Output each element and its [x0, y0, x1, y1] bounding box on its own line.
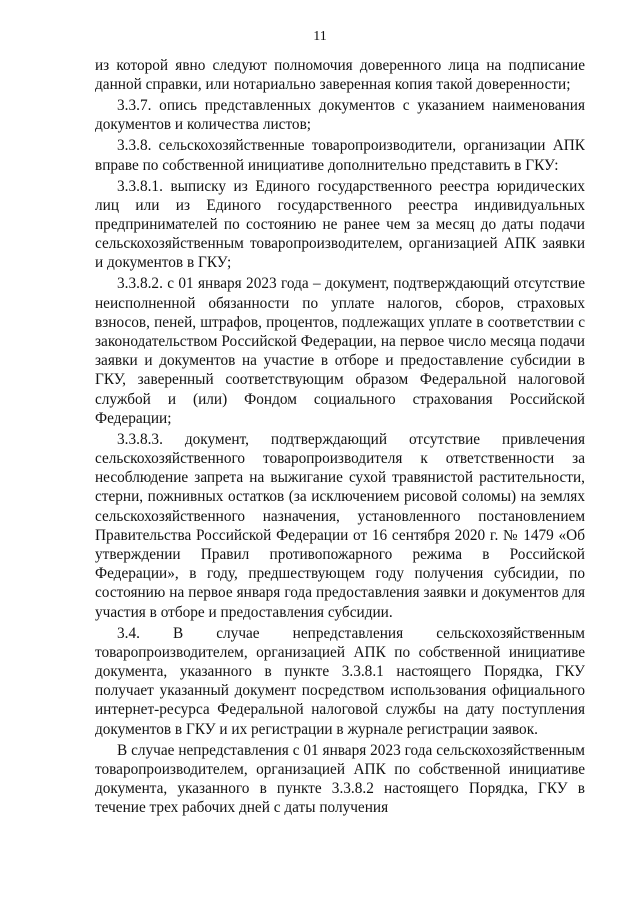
paragraph-3-3-8-3: 3.3.8.3. документ, подтверждающий отсутствие привлечения сельскохозяйственного товаропроизводителя к ответственности за несоблюдение запрета на выжигание сухой травянистой растительности, стерни, пожнивных остатков (за исключением рисовой соломы) на землях сельскохозяйственного назначения, установленного постановлением Правительства Российской Федерации от 16 сентября 2020 г. № 1479 «Об утверждении Правил противопожарного режима в Российской Федерации», в году, предшествующем году получения субсидии, по состоянию на первое января года предоставления заявки и документов для участия в отборе и предоставления субсидии. [95, 430, 585, 621]
paragraph-3-3-8-1: 3.3.8.1. выписку из Единого государственного реестра юридических лиц или из Единого государственного реестра индивидуальных предпринимателей по состоянию не ранее чем за месяц до даты подачи сельскохозяйственным товаропроизводителем, организацией АПК заявки и документов в ГКУ; [95, 177, 585, 272]
document-body [95, 56, 585, 818]
paragraph-3-3-8: 3.3.8. сельскохозяйственные товаропроизводители, организации АПК вправе по собственной инициативе дополнительно представить в ГКУ: [95, 137, 585, 174]
paragraph-3-4-second: В случае непредставления с 01 января 2023 года сельскохозяйственным товаропроизводителем, организацией АПК по собственной инициативе документа, указанного в пункте 3.3.8.2 настоящего Порядка, ГКУ в течение трех рабочих дней с даты получения [95, 741, 585, 817]
paragraph-continuation: из которой явно следуют полномочия доверенного лица на подписание данной справки, или нотариально заверенная копия такой доверенности; [95, 57, 585, 94]
paragraph-3-3-7: 3.3.7. опись представленных документов с указанием наименования документов и количества листов; [95, 97, 585, 134]
page-number: 11 [313, 29, 327, 44]
paragraph-3-4: 3.4. В случае непредставления сельскохозяйственным товаропроизводителем, организацией АПК по собственной инициативе документа, указанного в пункте 3.3.8.1 настоящего Порядка, ГКУ получает указанный документ посредством использования официального интернет-ресурса Федеральной налоговой службы на дату поступления документов в ГКУ и их регистрации в журнале регистрации заявок. [95, 624, 585, 738]
paragraph-3-3-8-2: 3.3.8.2. с 01 января 2023 года – документ, подтверждающий отсутствие неисполненной обязанности по уплате налогов, сборов, страховых взносов, пеней, штрафов, процентов, подлежащих уплате в соответствии с законодательством Российской Федерации, на первое число месяца подачи заявки и документов на участие в отборе и предоставление субсидии в ГКУ, заверенный соответствующим образом Федеральной налоговой службой и (или) Фондом социального страхования Российской Федерации; [95, 275, 585, 427]
